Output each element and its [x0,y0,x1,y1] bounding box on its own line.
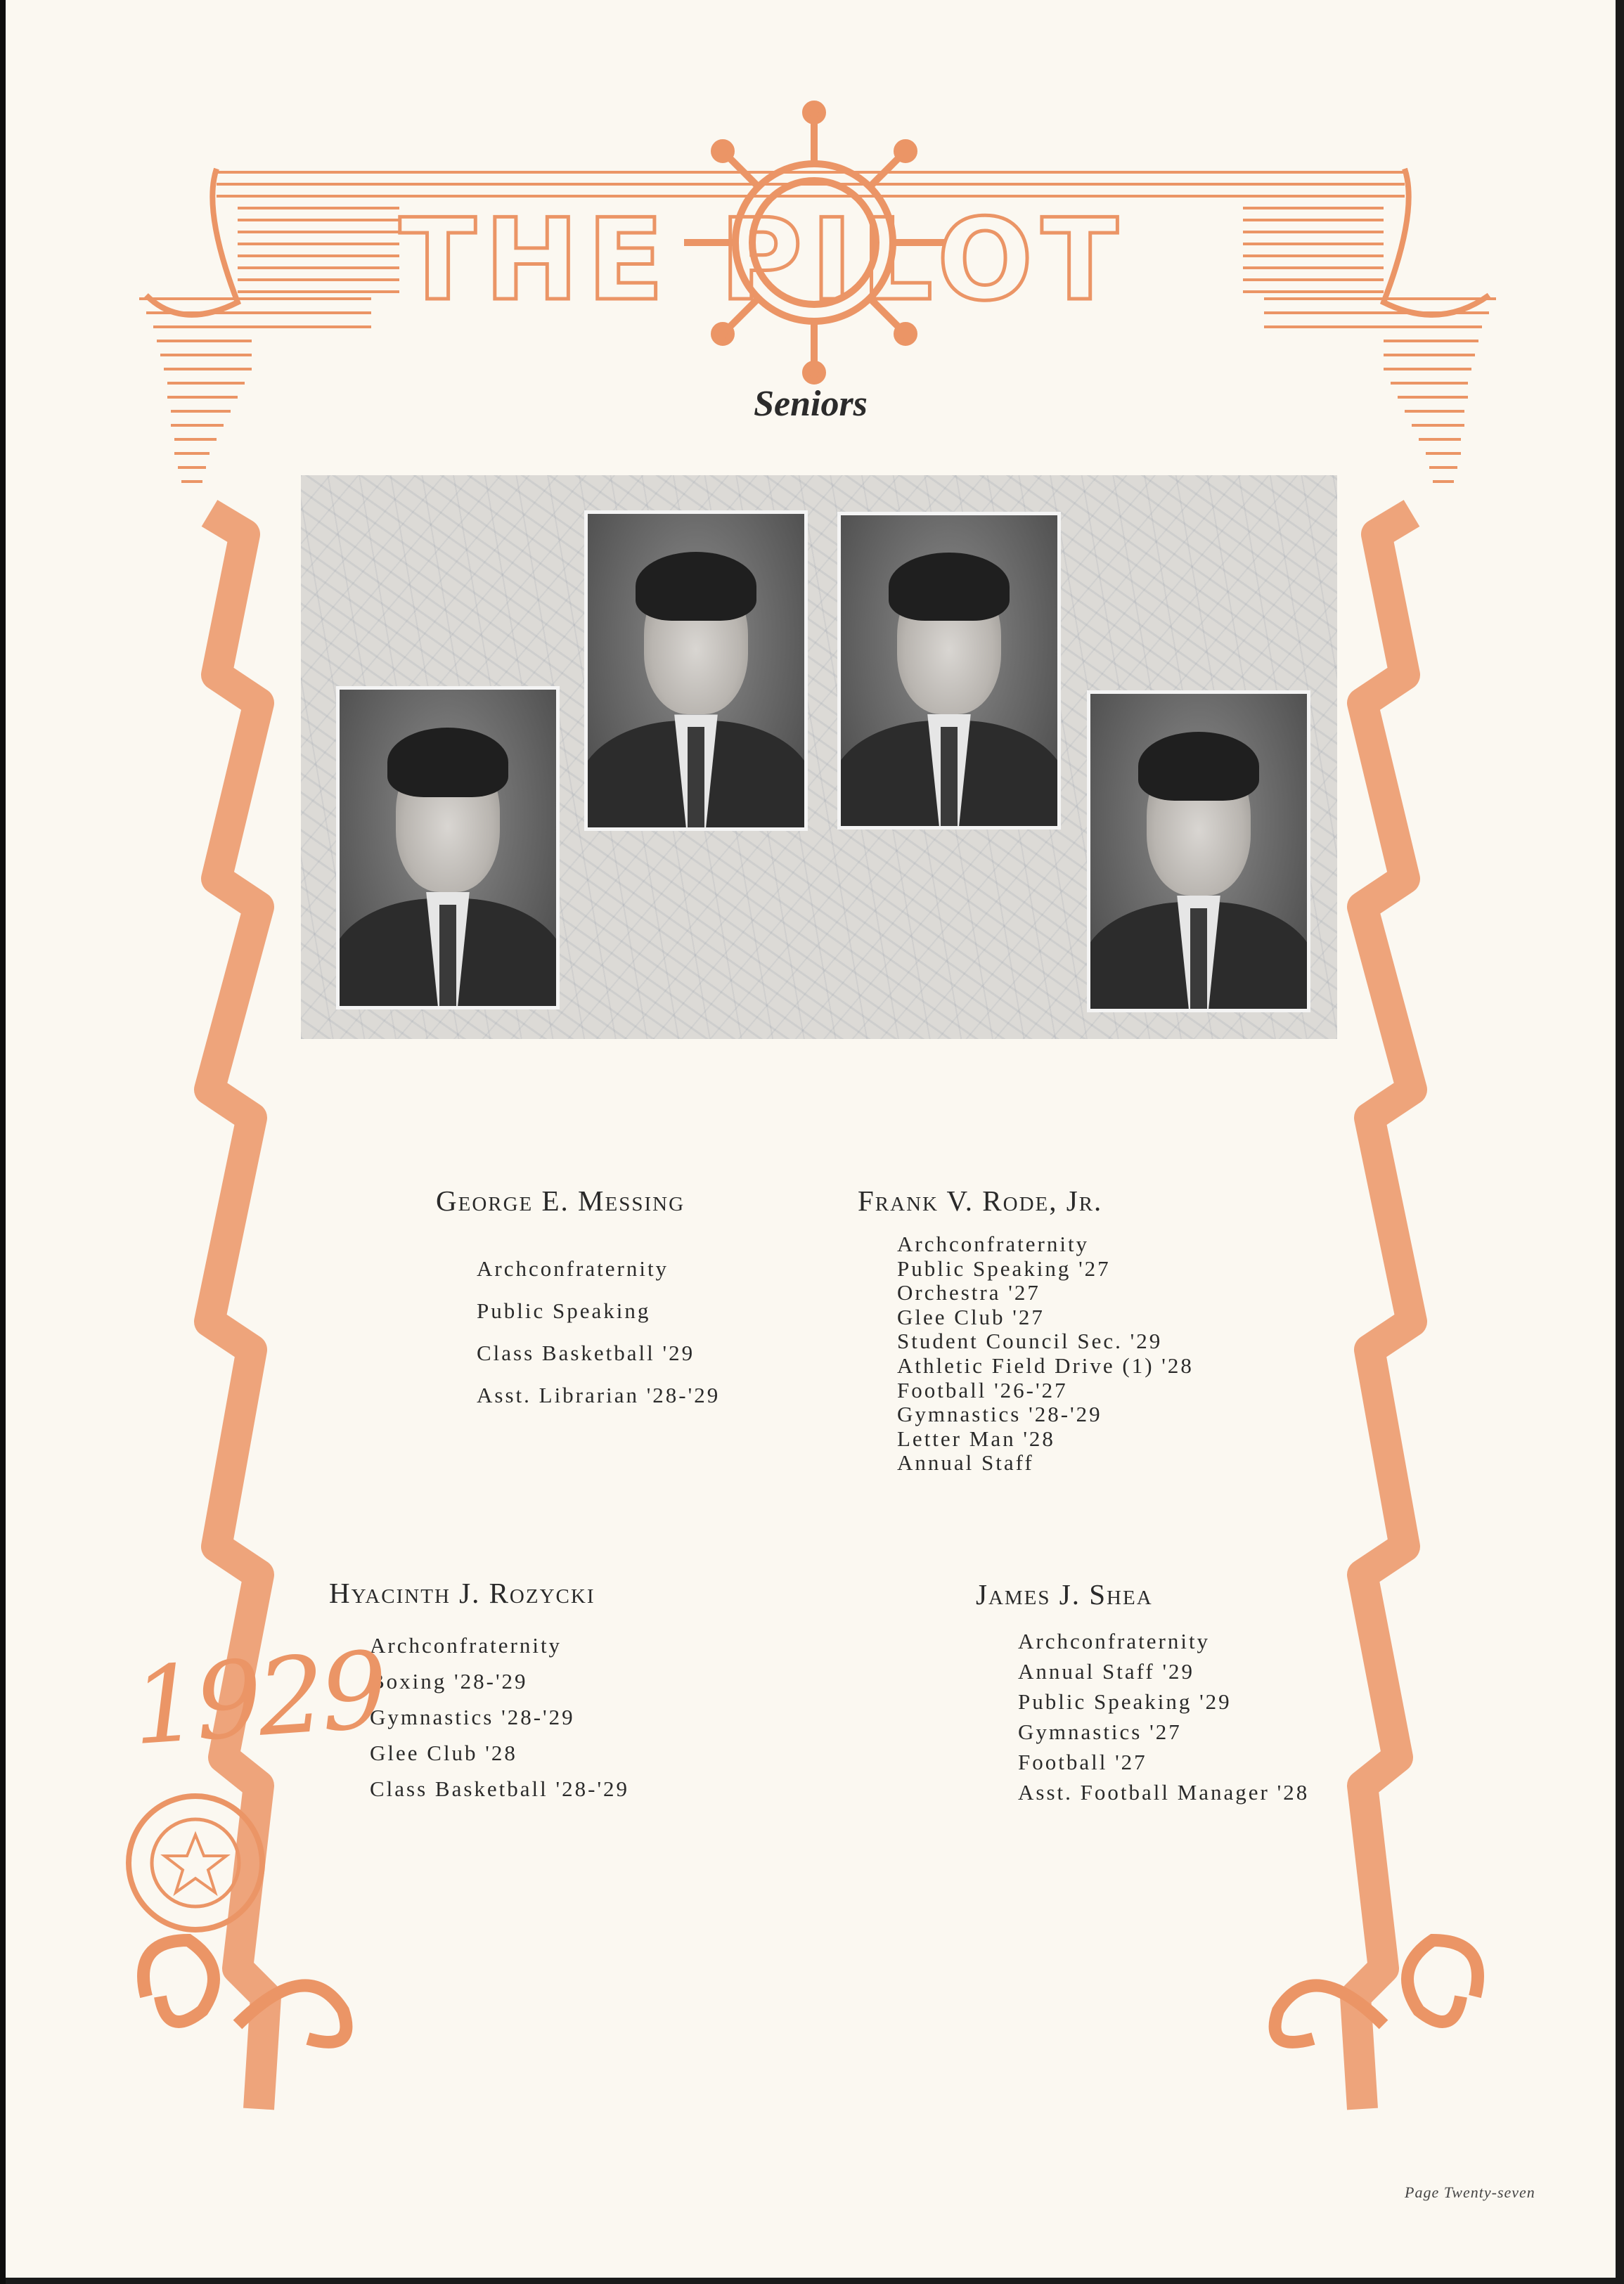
activity-item: Glee Club '28 [370,1741,517,1765]
activity-item: Gymnastics '27 [1018,1720,1182,1744]
right-pillar-scroll [1407,1940,1478,2022]
banner-curl-left [146,169,238,315]
activity-item: Public Speaking '27 [897,1256,1111,1281]
activity-item: Public Speaking '29 [1018,1689,1232,1714]
page-number: Page Twenty-seven [1405,2183,1535,2201]
activity-item: Annual Staff [897,1450,1034,1476]
portrait-frank-rode [584,510,808,831]
section-subtitle: Seniors [754,384,868,424]
activity-item: Gymnastics '28-'29 [897,1402,1102,1427]
activity-item: Letter Man '28 [897,1426,1055,1451]
activity-item: Archconfraternity [477,1256,669,1281]
activity-list [897,1232,1194,1476]
left-pillar-scroll [143,1940,214,2022]
activity-item: Football '27 [1018,1750,1147,1774]
yearbook-title: THE PILOT [399,194,1127,325]
activity-item: Football '26-'27 [897,1377,1068,1402]
activity-item: Gymnastics '28-'29 [370,1705,575,1729]
activity-item: Class Basketball '28-'29 [370,1776,630,1801]
activity-list [1018,1626,1309,1807]
activity-item: Archconfraternity [1018,1629,1211,1653]
senior-name: Frank V. Rode, Jr. [858,1185,1103,1217]
activity-item: Annual Staff '29 [1018,1659,1195,1684]
activity-item: Class Basketball '29 [477,1341,695,1365]
binding-edge [0,0,6,2284]
activity-item: Public Speaking [477,1298,651,1323]
activity-list [477,1248,720,1417]
right-pillar [1355,513,1412,2109]
senior-name: George E. Messing [436,1185,685,1217]
decorative-border [6,0,1616,2278]
activity-item: Asst. Librarian '28-'29 [477,1383,721,1407]
portrait-hyacinth-rozycki [837,512,1061,830]
activity-item: Student Council Sec. '29 [897,1329,1163,1354]
senior-name: Hyacinth J. Rozycki [329,1577,595,1609]
activity-list [370,1627,629,1807]
portrait-james-shea [1087,690,1310,1012]
activity-item: Archconfraternity [370,1633,562,1658]
senior-name: James J. Shea [976,1578,1153,1611]
banner-curl-right [1384,169,1489,315]
yearbook-page [6,0,1616,2278]
activity-item: Glee Club '27 [897,1304,1045,1329]
activity-item: Archconfraternity [897,1232,1090,1256]
activity-item: Asst. Football Manager '28 [1018,1780,1310,1805]
portrait-george-messing [336,686,560,1009]
activity-item: Orchestra '27 [897,1280,1040,1305]
activity-item: Boxing '28-'29 [370,1669,528,1693]
activity-item: Athletic Field Drive (1) '28 [897,1353,1194,1378]
year-ornament: 1929 [128,1629,388,1769]
photo-panel [301,475,1337,1039]
